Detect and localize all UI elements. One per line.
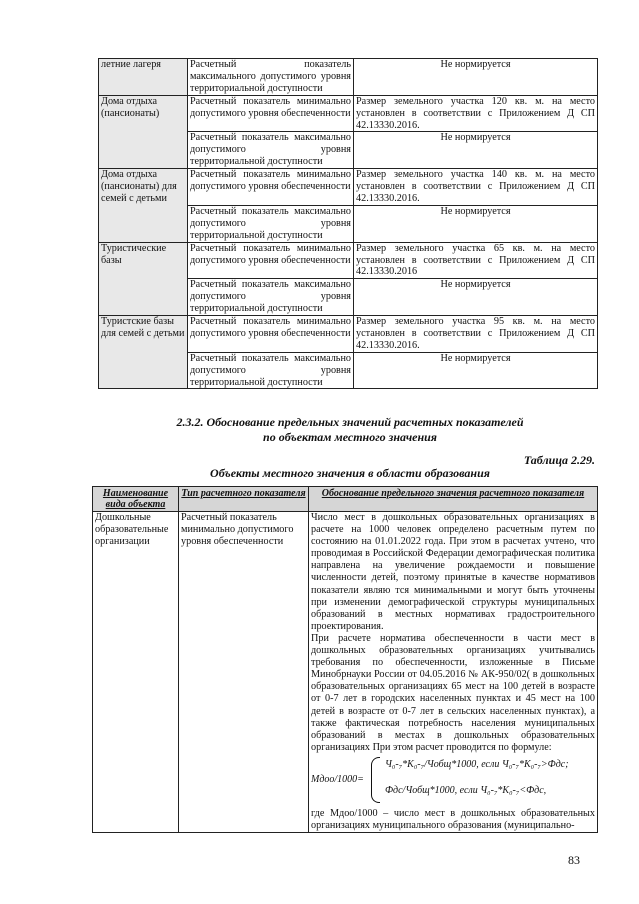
header-object-name: Наименование вида объекта	[93, 487, 179, 512]
indicator-value: Не нормируется	[354, 132, 598, 169]
indicator-type: Расчетный показатель максимального допустимого уровня территориальной доступности	[188, 59, 354, 96]
indicator-value: Размер земельного участка 140 кв. м. на место установлен в соответствии с Приложением Д СП 42.13330.2016.	[354, 169, 598, 206]
indicator-value: Не нормируется	[354, 59, 598, 96]
justification-cell	[309, 512, 598, 833]
formula-lhs: Мдоо/1000=	[311, 773, 364, 785]
indicator-value: Не нормируется	[354, 352, 598, 389]
header-row	[93, 487, 598, 512]
top-table	[98, 58, 598, 389]
main-table	[92, 486, 598, 833]
paragraph-1: Число мест в дошкольных образовательных организациях в расчете на 1000 человек определено расчетным путем по состоянию на 01.01.2022 года. При этом в расчетах учтено, что проводимая в Российской Федерации демографическая политика направлена на увеличение рождаемости и повышение численности детей, поэтому принятые в качестве нормативов показатели являю тся минимальными и могут быть уточнены при изменении демографической структуры муниципальных образований в местных нормативах градостроительного проектирования.	[311, 512, 595, 632]
object-name: Дома отдыха (пансионаты) для семей с детьми	[99, 169, 188, 242]
section-heading-line2: по объектам местного значения	[263, 430, 437, 444]
indicator-value: Размер земельного участка 65 кв. м. на место установлен в соответствии с Приложением Д СП 42.13330.2016	[354, 242, 598, 279]
table-title: Объекты местного значения в области образования	[210, 466, 490, 480]
object-name: Туристские базы для семей с детьми	[99, 316, 188, 389]
indicator-value: Размер земельного участка 95 кв. м. на место установлен в соответствии с Приложением Д СП 42.13330.2016.	[354, 316, 598, 353]
indicator-value: Не нормируется	[354, 279, 598, 316]
table-row	[99, 242, 598, 279]
table-row	[99, 316, 598, 353]
indicator-value: Не нормируется	[354, 205, 598, 242]
table-row	[99, 59, 598, 96]
indicator-type: Расчетный показатель максимально допустимого уровня территориальной доступности	[188, 352, 354, 389]
formula-line-2: Фдс/Чобщ*1000, если Ч₀-₇*К₀-₇<Фдс,	[385, 784, 547, 796]
header-justification: Обоснование предельного значения расчетного показателя	[309, 487, 598, 512]
formula	[311, 757, 595, 805]
indicator-type: Расчетный показатель минимально допустимого уровня обеспеченности	[188, 95, 354, 132]
page-number: 83	[568, 853, 580, 867]
paragraph-3: где Мдоо/1000 – число мест в дошкольных образовательных организациях муниципального образования (муниципально-	[311, 807, 595, 831]
header-indicator-type: Тип расчетного показателя	[179, 487, 309, 512]
indicator-type: Расчетный показатель минимально допустимого уровня обеспеченности	[188, 316, 354, 353]
indicator-type: Расчетный показатель максимально допустимого уровня территориальной доступности	[188, 279, 354, 316]
paragraph-2: При расчете норматива обеспеченности в части мест в дошкольных образовательных организациях учитывались требования по обеспеченности, изложенные в Письме Минобрнауки России от 04.05.2016 № АК-950/02( в дошкольных образовательных организациях 65 мест на 100 детей в возрасте от 0-7 лет в городских населенных пунктах и 45 мест на 100 детей в возрасте от 0-7 лет в сельских населенных пунктах), а также фактическая потребность населения муниципальных образований в местах в дошкольных образовательных организациях При этом расчет проводится по формуле:	[311, 632, 595, 753]
indicator-type: Расчетный показатель минимально допустимого уровня обеспеченности	[188, 242, 354, 279]
object-name: летние лагеря	[99, 59, 188, 96]
top-table-body	[99, 59, 598, 389]
object-name: Дома отдыха (пансионаты)	[99, 95, 188, 168]
table-row	[93, 512, 598, 833]
table-row	[99, 169, 598, 206]
formula-line-1: Ч₀-₇*К₀-₇/Чобщ*1000, если Ч₀-₇*К₀-₇>Фдс;	[385, 758, 569, 770]
indicator-type: Расчетный показатель максимально допустимого уровня территориальной доступности	[188, 205, 354, 242]
formula-brace	[371, 757, 380, 803]
section-heading	[150, 415, 550, 445]
indicator-type: Расчетный показатель минимально допустимого уровня обеспеченности	[188, 169, 354, 206]
object-name: Туристические базы	[99, 242, 188, 315]
table-row	[99, 95, 598, 132]
indicator-type: Расчетный показатель минимально допустимого уровня обеспеченности	[179, 512, 309, 833]
section-heading-line1: 2.3.2. Обоснование предельных значений расчетных показателей	[176, 415, 524, 429]
indicator-value: Размер земельного участка 120 кв. м. на место установлен в соответствии с Приложением Д СП 42.13330.2016.	[354, 95, 598, 132]
table-number: Таблица 2.29.	[523, 453, 595, 467]
object-name: Дошкольные образовательные организации	[93, 512, 179, 833]
indicator-type: Расчетный показатель максимально допустимого уровня территориальной доступности	[188, 132, 354, 169]
